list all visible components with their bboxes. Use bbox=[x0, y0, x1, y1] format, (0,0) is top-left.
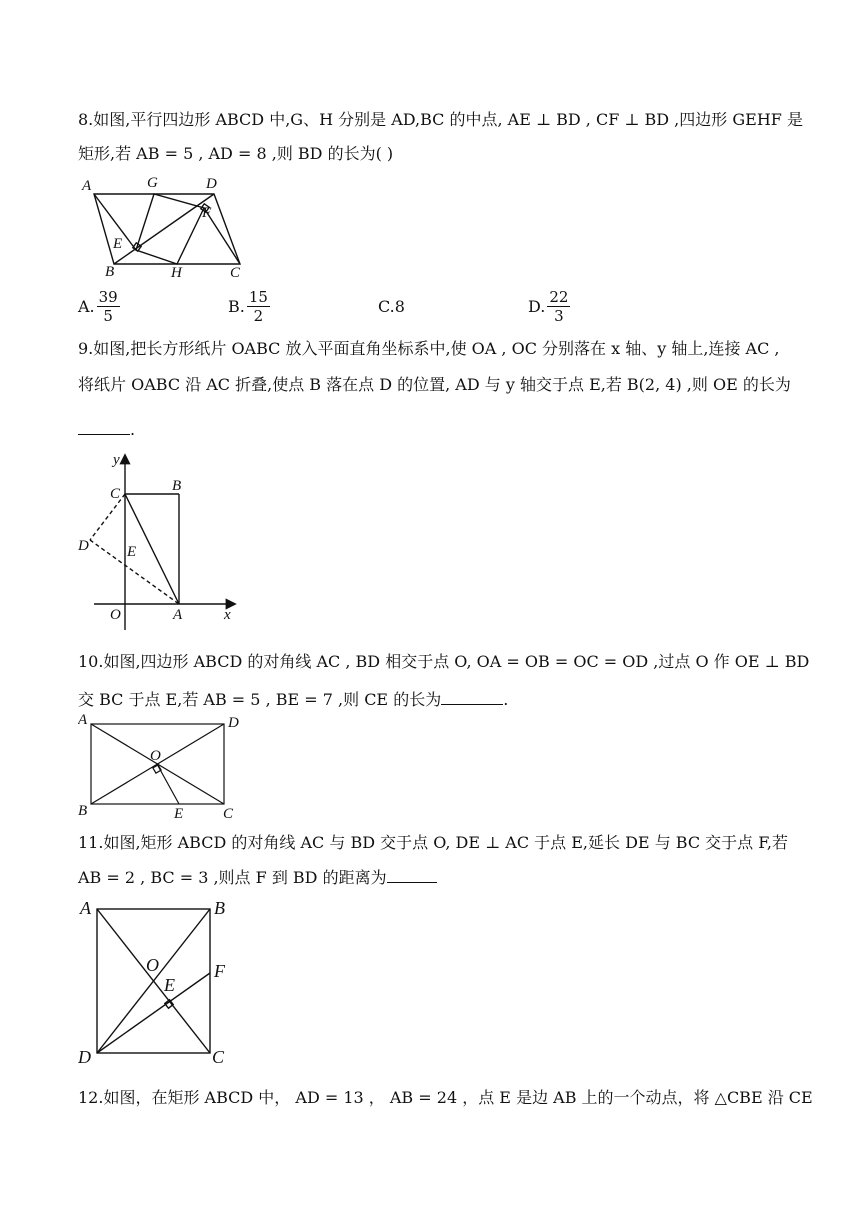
q9-label-y: y bbox=[113, 452, 120, 468]
q8-label-e: E bbox=[113, 236, 123, 252]
q9-label-e: E bbox=[127, 544, 137, 560]
q10-label-a: A bbox=[78, 712, 88, 728]
q11-text-line1: 11.如图,矩形 ABCD 的对角线 AC 与 BD 交于点 O, DE ⊥ AC 于点 E,延长 DE 与 BC 交于点 F,若 bbox=[78, 833, 788, 852]
q8-option-d-denominator: 3 bbox=[554, 307, 564, 325]
q8-option-a-numerator: 39 bbox=[98, 288, 118, 306]
q11-figure bbox=[78, 895, 238, 1065]
q10-text-line1: 10.如图,四边形 ABCD 的对角线 AC , BD 相交于点 O, OA = OB = OC = OD ,过点 O 作 OE ⊥ BD bbox=[78, 652, 810, 671]
q10-label-d: D bbox=[228, 715, 239, 731]
q11-label-b: B bbox=[214, 898, 225, 918]
q8-label-f: F bbox=[202, 205, 212, 221]
q8-label-b: B bbox=[105, 264, 115, 280]
q8-label-a: A bbox=[82, 178, 92, 194]
q9-label-o: O bbox=[110, 607, 121, 623]
q10-figure bbox=[78, 712, 248, 820]
q8-option-b-denominator: 2 bbox=[253, 307, 264, 325]
q8-option-a[interactable] bbox=[78, 288, 120, 325]
q9-text-line3 bbox=[78, 416, 790, 442]
q8-option-d[interactable] bbox=[528, 288, 570, 325]
q9-label-d: D bbox=[78, 538, 89, 554]
q9-label-x: x bbox=[224, 607, 231, 623]
q8-option-b[interactable] bbox=[228, 288, 270, 325]
q8-option-a-denominator: 5 bbox=[103, 307, 113, 325]
q8-option-c-letter: C.8 bbox=[378, 297, 405, 316]
q11-text-line2 bbox=[78, 864, 790, 890]
q8-option-d-numerator: 22 bbox=[549, 288, 569, 306]
q10-line2-period: . bbox=[503, 690, 509, 709]
q9-text-line2: 将纸片 OABC 沿 AC 折叠,使点 B 落在点 D 的位置, AD 与 y 轴交于点 E,若 B(2, 4) ,则 OE 的长为 bbox=[78, 375, 791, 394]
q8-label-d: D bbox=[206, 176, 217, 192]
q9-figure bbox=[78, 450, 248, 630]
q10-label-o: O bbox=[150, 748, 161, 764]
q10-label-b: B bbox=[78, 803, 88, 819]
q11-label-f: F bbox=[214, 961, 225, 981]
q11-label-d: D bbox=[78, 1047, 91, 1065]
q10-label-c: C bbox=[223, 806, 234, 820]
q8-option-b-numerator: 15 bbox=[248, 288, 268, 306]
q9-label-a: A bbox=[173, 607, 183, 623]
q9-label-b: B bbox=[172, 478, 182, 494]
q9-label-c: C bbox=[110, 486, 121, 502]
q8-option-a-fraction bbox=[97, 288, 120, 325]
q11-label-o: O bbox=[146, 955, 159, 975]
q12-text-line1: 12.如图，在矩形 ABCD 中， AD = 13 ， AB = 24 ，点 E 是边 AB 上的一个动点，将 △CBE 沿 CE bbox=[78, 1088, 813, 1107]
q11-label-a: A bbox=[80, 898, 91, 918]
q9-line3-period: . bbox=[130, 420, 136, 439]
q8-option-b-fraction bbox=[247, 288, 270, 325]
q8-label-h: H bbox=[171, 265, 182, 281]
q8-text-line2: 矩形,若 AB = 5 , AD = 8 ,则 BD 的长为( ) bbox=[78, 144, 394, 163]
q8-option-b-letter: B. bbox=[228, 297, 245, 316]
q10-answer-blank[interactable] bbox=[441, 686, 503, 705]
q9-text-line1: 9.如图,把长方形纸片 OABC 放入平面直角坐标系中,使 OA , OC 分别落在 x 轴、y 轴上,连接 AC , bbox=[78, 339, 780, 358]
q11-label-c: C bbox=[212, 1047, 225, 1065]
q10-label-e: E bbox=[174, 806, 184, 820]
q8-option-d-letter: D. bbox=[528, 297, 546, 316]
q8-label-c: C bbox=[230, 265, 241, 281]
q10-text-line2 bbox=[78, 686, 790, 712]
q8-option-d-fraction bbox=[547, 288, 570, 325]
q8-figure bbox=[78, 172, 258, 284]
q11-answer-blank[interactable] bbox=[387, 864, 437, 883]
q9-answer-blank[interactable] bbox=[78, 416, 130, 435]
q8-option-c[interactable] bbox=[378, 297, 405, 316]
q11-line2-text: AB = 2 , BC = 3 ,则点 F 到 BD 的距离为 bbox=[78, 868, 387, 887]
q8-option-a-letter: A. bbox=[78, 297, 95, 316]
q8-label-g: G bbox=[147, 175, 158, 191]
q10-line2-text: 交 BC 于点 E,若 AB = 5 , BE = 7 ,则 CE 的长为 bbox=[78, 690, 442, 709]
q11-label-e: E bbox=[164, 975, 175, 995]
q8-text-line1: 8.如图,平行四边形 ABCD 中,G、H 分别是 AD,BC 的中点, AE ⊥ BD , CF ⊥ BD ,四边形 GEHF 是 bbox=[78, 110, 803, 129]
